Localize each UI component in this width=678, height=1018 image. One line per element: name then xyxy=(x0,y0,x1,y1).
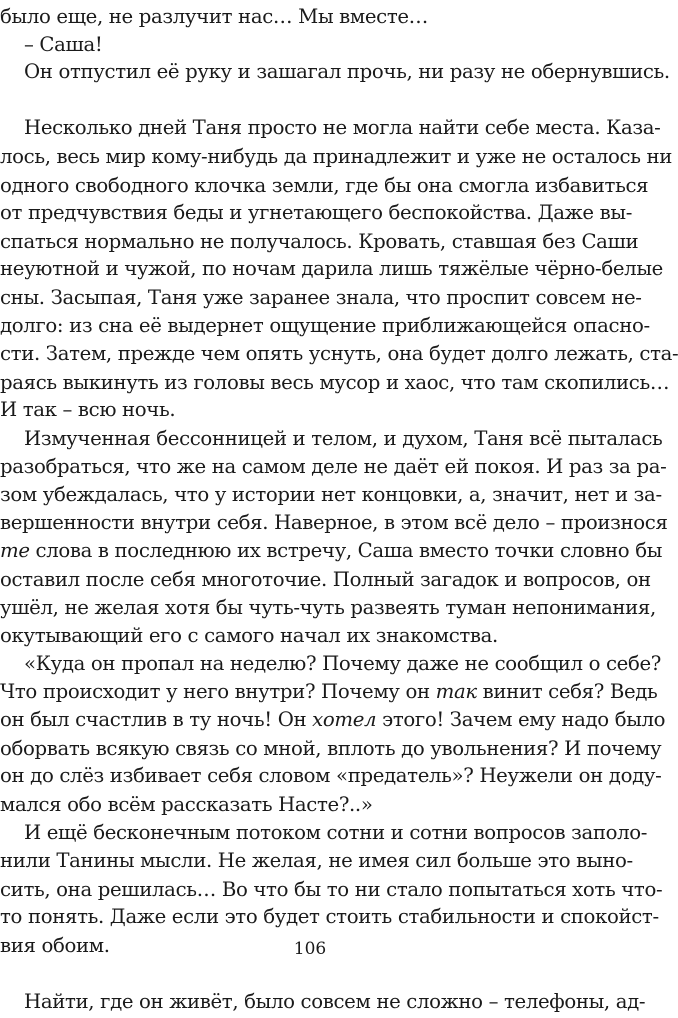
italic-word: так xyxy=(435,680,477,703)
text-line: долго: из сна её выдернет ощущение приближающейся опасно- xyxy=(0,314,650,337)
text-line: Найти, где он живёт, было совсем не сложно – телефоны, ад- xyxy=(24,990,646,1013)
text-line: мался обо всём рассказать Насте?..» xyxy=(0,793,373,816)
text-line: от предчувствия беды и угнетающего беспокойства. Даже вы- xyxy=(0,201,632,224)
text-line: оставил после себя многоточие. Полный загадок и вопросов, он xyxy=(0,568,651,591)
text-segment: слова в последнюю их встречу, Саша вместо точки словно бы xyxy=(29,539,663,562)
text-line: окутывающий его с самого начал их знакомства. xyxy=(0,624,498,647)
text-line: то понять. Даже если это будет стоить стабильности и спокойст- xyxy=(0,905,659,928)
text-line: И так – всю ночь. xyxy=(0,398,176,421)
text-line: вия обоим. xyxy=(0,934,110,957)
text-line: зом убеждалась, что у истории нет концовки, а, значит, нет и за- xyxy=(0,483,662,506)
text-line: было еще, не разлучит нас… Мы вместе… xyxy=(0,5,429,28)
text-line: неуютной и чужой, по ночам дарила лишь тяжёлые чёрно-белые xyxy=(0,257,663,280)
text-line: сны. Засыпая, Таня уже заранее знала, что проспит совсем не- xyxy=(0,286,642,309)
text-line: И ещё бесконечным потоком сотни и сотни вопросов заполо- xyxy=(24,821,648,844)
text-line: – Саша! xyxy=(24,33,103,56)
text-segment: Что происходит у него внутри? Почему он xyxy=(0,680,436,703)
text-segment: он был счастлив в ту ночь! Он xyxy=(0,708,313,731)
text-line: вершенности внутри себя. Наверное, в этом всё дело – произнося xyxy=(0,511,668,534)
italic-word: те xyxy=(0,539,30,562)
text-line: Несколько дней Таня просто не могла найти себе места. Каза- xyxy=(24,116,661,139)
text-line: одного свободного клочка земли, где бы она смогла избавиться xyxy=(0,174,649,197)
text-line: нили Танины мысли. Не желая, не имея сил больше это выно- xyxy=(0,849,633,872)
text-line: оборвать всякую связь со мной, вплоть до увольнения? И почему xyxy=(0,737,662,760)
page-number: 106 xyxy=(293,939,327,959)
text-segment: этого! Зачем ему надо было xyxy=(376,708,666,731)
text-line: раясь выкинуть из головы весь мусор и хаос, что там скопились… xyxy=(0,371,670,394)
text-line: ушёл, не желая хотя бы чуть-чуть развеять туман непонимания, xyxy=(0,596,656,619)
text-line: Измученная бессонницей и телом, и духом, Таня всё пыталась xyxy=(24,427,663,450)
text-line: лось, весь мир кому-нибудь да принадлежит и уже не осталось ни xyxy=(0,145,673,168)
text-line: Он отпустил её руку и зашагал прочь, ни разу не обернувшись. xyxy=(24,60,670,83)
text-line: сти. Затем, прежде чем опять уснуть, она будет долго лежать, ста- xyxy=(0,342,678,365)
text-line xyxy=(0,704,666,736)
text-line: спаться нормально не получалось. Кровать, ставшая без Саши xyxy=(0,230,639,253)
italic-word: хотел xyxy=(312,708,377,731)
text-segment: винит себя? Ведь xyxy=(476,680,658,703)
text-line: разобраться, что же на самом деле не даёт ей покоя. И раз за ра- xyxy=(0,455,667,478)
text-line: он до слёз избивает себя словом «предатель»? Неужели он доду- xyxy=(0,764,662,787)
text-line: сить, она решилась… Во что бы то ни стало попытаться хоть что- xyxy=(0,878,663,901)
text-line xyxy=(0,535,663,567)
text-line: «Куда он пропал на неделю? Почему даже не сообщил о себе? xyxy=(24,652,661,675)
